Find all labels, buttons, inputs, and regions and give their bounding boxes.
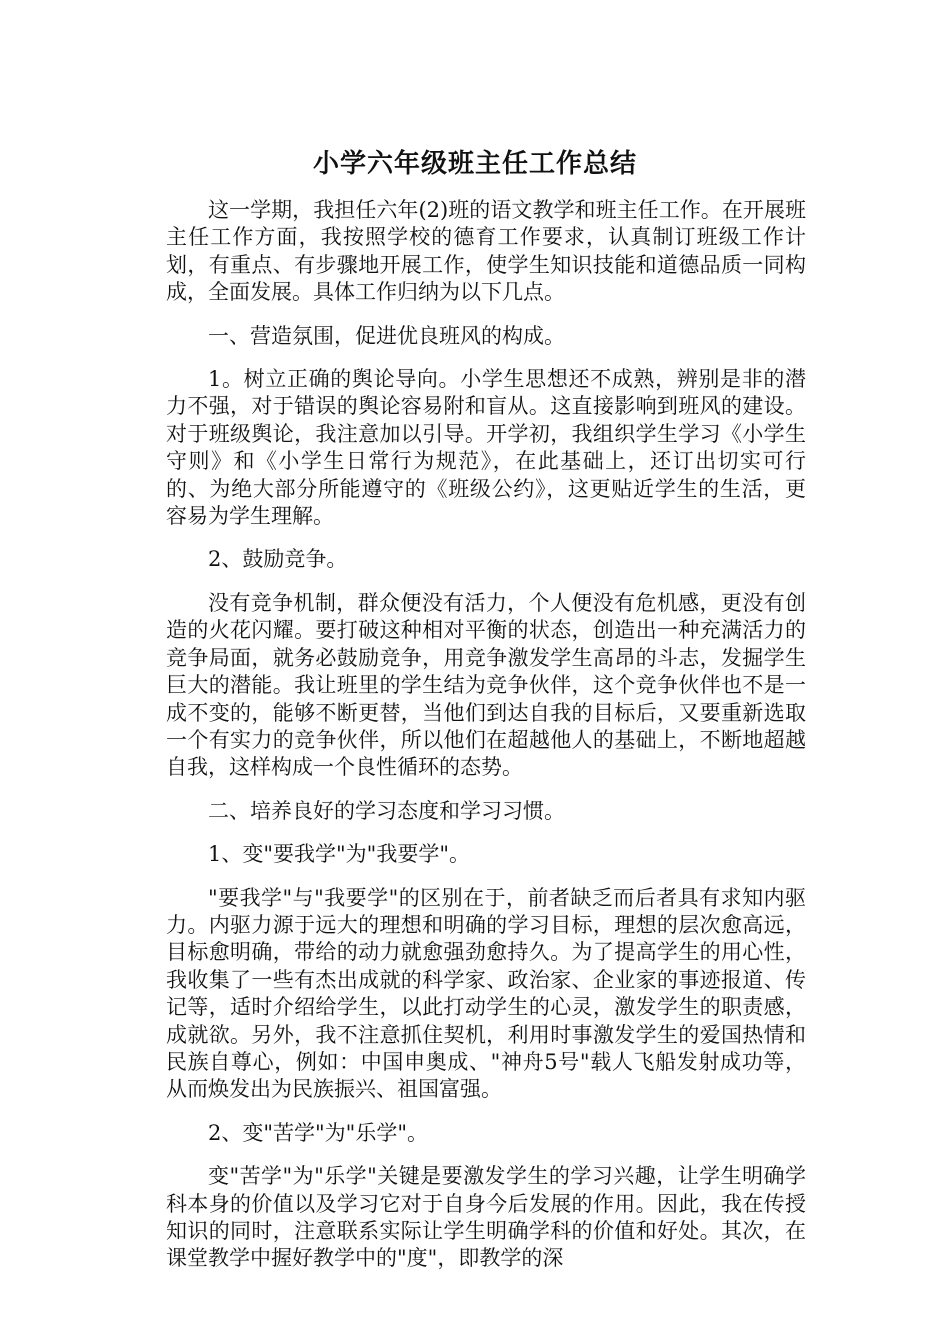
subheading-want-to-learn: 1、变"要我学"为"我要学"。 <box>208 842 470 867</box>
document-title: 小学六年级班主任工作总结 <box>312 149 637 179</box>
document-body <box>166 197 806 1289</box>
section-heading-2: 二、培养良好的学习态度和学习习惯。 <box>208 798 565 823</box>
paragraph-competition: 没有竞争机制，群众便没有活力，个人便没有危机感，更没有创造的火花闪耀。要打破这种相对平衡的状态，创造出一种充满活力的竞争局面，就务必鼓励竞争，用竞争激发学生高昂的斗志，发掘学生巨大的潜能。我让班里的学生结为竞争伙伴，这个竞争伙伴也不是一成不变的，能够不断更替，当他们到达自我的目标后，又要重新选取一个有实力的竞争伙伴，所以他们在超越他人的基础上，不断地超越自我，这样构成一个良性循环的态势。 <box>166 590 806 780</box>
paragraph-public-opinion: 1。树立正确的舆论导向。小学生思想还不成熟，辨别是非的潜力不强，对于错误的舆论容易附和盲从。这直接影响到班风的建设。对于班级舆论，我注意加以引导。开学初，我组织学生学习《小学生守则》和《小学生日常行为规范》，在此基础上，还订出切实可行的、为绝大部分所能遵守的《班级公约》，这更贴近学生的生活，更容易为学生理解。 <box>166 367 806 529</box>
section-heading-1: 一、营造氛围，促进优良班风的构成。 <box>208 323 565 348</box>
paragraph-intro: 这一学期，我担任六年(2)班的语文教学和班主任工作。在开展班主任工作方面，我按照学校的德育工作要求，认真制订班级工作计划，有重点、有步骤地开展工作，使学生知识技能和道德品质一同构成，全面发展。具体工作归纳为以下几点。 <box>166 198 806 305</box>
paragraph-want-to-learn: "要我学"与"我要学"的区别在于，前者缺乏而后者具有求知内驱力。内驱力源于远大的理想和明确的学习目标，理想的层次愈高远，目标愈明确，带给的动力就愈强劲愈持久。为了提高学生的用心性，我收集了一些有杰出成就的科学家、政治家、企业家的事迹报道、传记等，适时介绍给学生，以此打动学生的心灵，激发学生的职责感，成就欲。另外，我不注意抓住契机，利用时事激发学生的爱国热情和民族自尊心，例如：中国申奥成、"神舟5号"载人飞船发射成功等，从而焕发出为民族振兴、祖国富强。 <box>166 885 806 1102</box>
subheading-happy-learning: 2、变"苦学"为"乐学"。 <box>208 1120 428 1145</box>
paragraph-happy-learning: 变"苦学"为"乐学"关键是要激发学生的学习兴趣，让学生明确学科本身的价值以及学习它对于自身今后发展的作用。因此，我在传授知识的同时，注意联系实际让学生明确学科的价值和好处。其次，在课堂教学中握好教学中的"度"，即教学的深 <box>166 1164 806 1271</box>
subheading-competition: 2、鼓励竞争。 <box>208 547 348 572</box>
